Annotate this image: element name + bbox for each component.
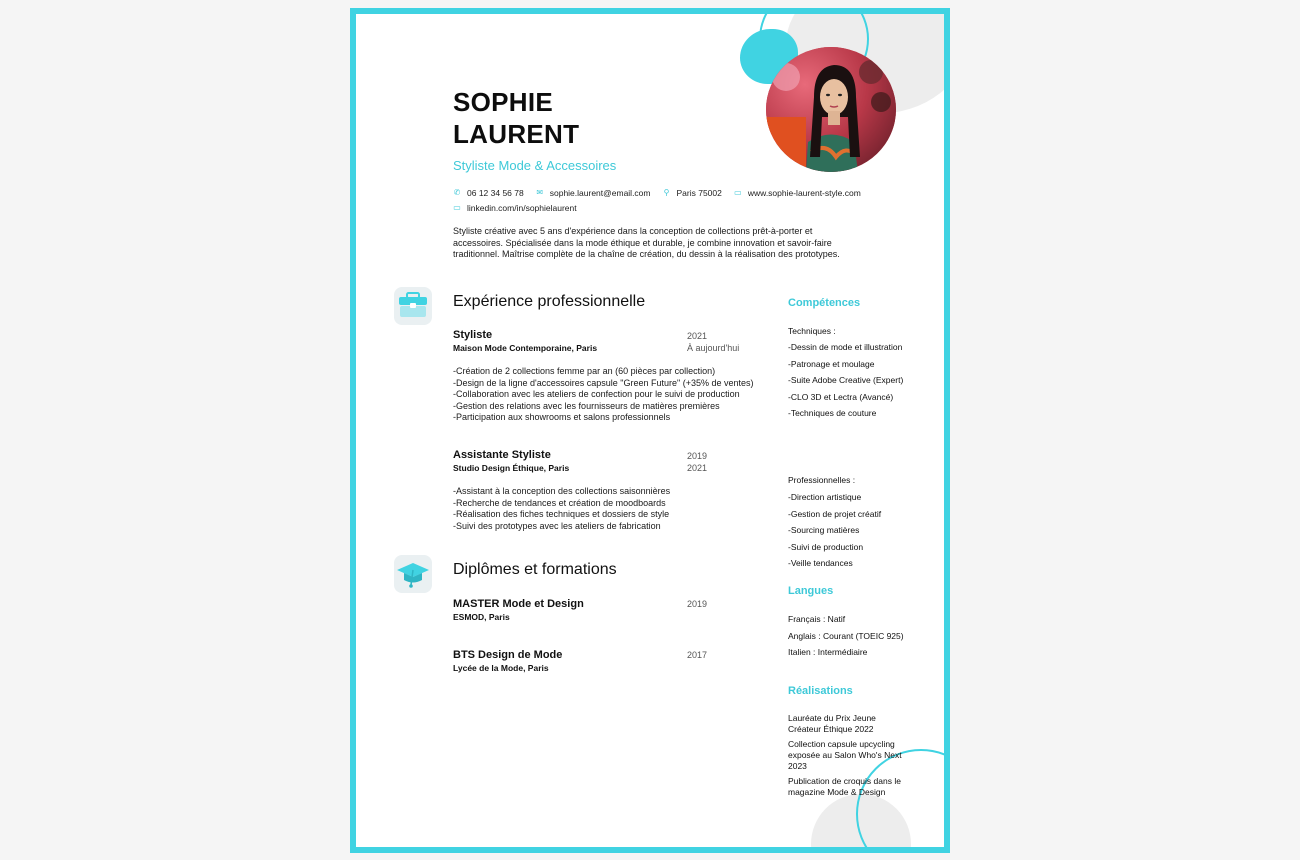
job-date-start: 2021 [687, 331, 708, 341]
education-entry [453, 597, 773, 623]
email-text: sophie.laurent@email.com [549, 187, 651, 198]
experience-heading: Expérience professionnelle [453, 293, 646, 310]
achievements-list [788, 713, 908, 802]
job-dates [687, 330, 739, 354]
list-item: Lauréate du Prix Jeune Créateur Éthique 2022 [788, 713, 876, 734]
phone-icon: ✆ [453, 188, 461, 197]
list-item: -Création de 2 collections femme par an (60 pièces par collection) [453, 366, 716, 376]
list-item: -Gestion des relations avec les fournisseurs de matières premières [453, 400, 720, 411]
job-role: Assistante Styliste [453, 449, 551, 461]
list-item: -CLO 3D et Lectra (Avancé) [788, 391, 894, 402]
briefcase-icon [394, 287, 432, 325]
linkedin-text: linkedin.com/in/sophielaurent [467, 202, 577, 213]
graduation-cap-icon [394, 555, 432, 593]
job-dates [687, 450, 707, 474]
school-name: Lycée de la Mode, Paris [453, 663, 549, 673]
resume-page [350, 8, 950, 853]
contact-row [453, 200, 873, 215]
contact-phone [453, 188, 524, 198]
list-item: -Suite Adobe Creative (Expert) [788, 375, 904, 385]
profile-summary: Styliste créative avec 5 ans d'expérience dans la conception de collections prêt-à-porter et accessoires. Spécialisée dans la mode éthique et durable, je combine innovation et savoir-faire traditionnel. Maîtrise complète de la chaîne de création, du dessin à la réalisation des prototypes. [453, 226, 840, 259]
list-item: -Gestion de projet créatif [788, 508, 882, 519]
contact-row [453, 185, 873, 200]
professional-skills-list [788, 492, 908, 575]
job-date-end: À aujourd'hui [687, 343, 740, 353]
achievements-heading: Réalisations [788, 685, 853, 697]
languages-list [788, 614, 908, 664]
list-item: -Design de la ligne d'accessoires capsule "Green Future" (+35% de ventes) [453, 377, 754, 388]
name-line-last: LAURENT [453, 119, 580, 149]
location-text: Paris 75002 [676, 187, 722, 198]
list-item: -Direction artistique [788, 492, 862, 502]
job-company: Studio Design Éthique, Paris [453, 463, 570, 473]
name-line-first: SOPHIE [453, 87, 554, 117]
contact-location [663, 188, 722, 198]
job-date-start: 2019 [687, 451, 708, 461]
job-company: Maison Mode Contemporaine, Paris [453, 343, 598, 353]
monitor-icon: ▭ [453, 203, 461, 212]
list-item: Publication de croquis dans le magazine Mode & Design [788, 776, 901, 797]
education-heading: Diplômes et formations [453, 561, 617, 578]
contact-linkedin [453, 203, 577, 213]
email-icon: ✉ [536, 188, 544, 197]
list-item: -Réalisation des fiches techniques et dossiers de style [453, 509, 670, 519]
monitor-icon: ▭ [734, 188, 742, 197]
degree-year: 2017 [687, 650, 708, 660]
profile-photo [766, 47, 896, 172]
list-item: -Participation aux showrooms et salons professionnels [453, 412, 671, 422]
location-pin-icon: ⚲ [663, 188, 670, 197]
portrait-photo-icon [766, 47, 896, 172]
contact-info [453, 185, 873, 215]
list-item: Collection capsule upcycling exposée au Salon Who's Next 2023 [788, 739, 902, 771]
degree-year: 2019 [687, 599, 708, 609]
list-item: -Veille tendances [788, 558, 853, 568]
list-item: -Sourcing matières [788, 525, 860, 535]
list-item: -Assistant à la conception des collections saisonnières [453, 486, 671, 496]
job-tasks [453, 366, 768, 424]
list-item: Anglais : Courant (TOEIC 925) [788, 630, 904, 641]
website-text: www.sophie-laurent-style.com [747, 187, 861, 198]
list-item: -Suivi des prototypes avec les ateliers de fabrication [453, 520, 661, 531]
list-item: -Dessin de mode et illustration [788, 342, 903, 352]
professional-skills-label: Professionnelles : [788, 475, 856, 485]
job-title: Styliste Mode & Accessoires [453, 158, 617, 173]
job-role: Styliste [453, 329, 493, 341]
education-entry [453, 648, 773, 674]
job-entry [453, 448, 773, 532]
candidate-name [453, 86, 579, 150]
list-item: -Patronage et moulage [788, 358, 875, 369]
list-item: -Techniques de couture [788, 408, 877, 418]
contact-website [734, 188, 861, 198]
languages-heading: Langues [788, 585, 834, 597]
list-item: Italien : Intermédiaire [788, 647, 868, 657]
list-item: Français : Natif [788, 614, 846, 624]
list-item: -Collaboration avec les ateliers de confection pour le suivi de production [453, 389, 740, 399]
skills-heading: Compétences [788, 297, 861, 309]
list-item: -Recherche de tendances et création de moodboards [453, 497, 666, 508]
contact-email [536, 188, 651, 198]
list-item: -Suivi de production [788, 541, 864, 552]
job-entry [453, 328, 773, 424]
job-date-end: 2021 [687, 463, 708, 473]
technical-skills-list [788, 342, 908, 425]
degree-title: BTS Design de Mode [453, 649, 563, 661]
technical-skills-label: Techniques : [788, 326, 836, 336]
school-name: ESMOD, Paris [453, 612, 510, 622]
job-tasks [453, 486, 768, 532]
degree-title: MASTER Mode et Design [453, 598, 584, 610]
phone-text: 06 12 34 56 78 [467, 187, 524, 198]
